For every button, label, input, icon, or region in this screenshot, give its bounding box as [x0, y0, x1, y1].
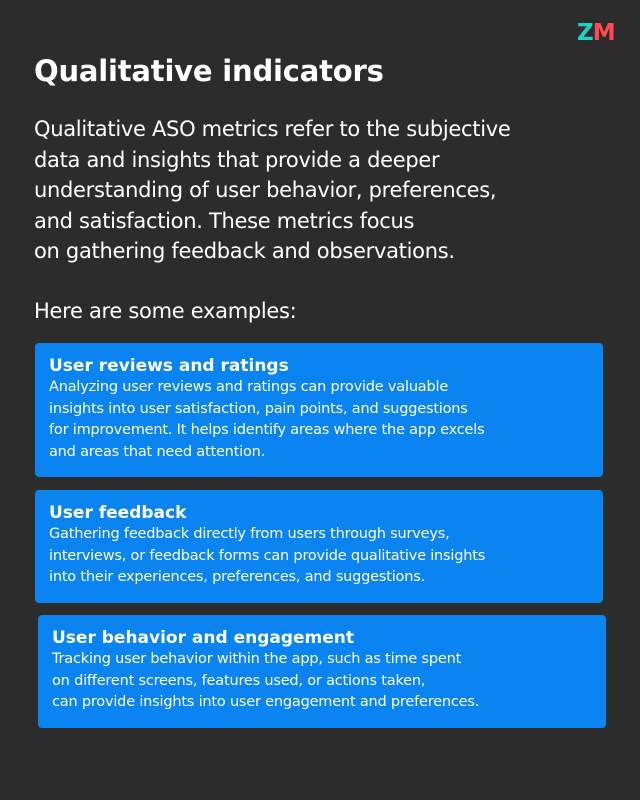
zm-logo	[577, 20, 615, 46]
card-body-line: for improvement. It helps identify areas where the app excels	[49, 422, 485, 438]
card-body-line: Gathering feedback directly from users through surveys,	[49, 526, 450, 542]
example-card-user-feedback	[35, 490, 603, 603]
examples-heading: Here are some examples:	[34, 299, 297, 323]
card-body-line: into their experiences, preferences, and suggestions.	[49, 569, 425, 585]
card-body	[52, 649, 592, 714]
example-card-user-reviews	[35, 343, 603, 477]
intro-line: understanding of user behavior, preferences,	[34, 178, 497, 202]
card-title: User reviews and ratings	[49, 356, 289, 376]
card-body-line: Tracking user behavior within the app, such as time spent	[52, 651, 462, 667]
intro-line: data and insights that provide a deeper	[34, 147, 440, 172]
intro-line: on gathering feedback and observations.	[34, 239, 455, 263]
card-body	[49, 524, 589, 589]
card-body-line: on different screens, features used, or actions taken,	[52, 672, 426, 689]
logo-letter-z: Z	[577, 20, 593, 46]
intro-paragraph	[34, 114, 614, 267]
card-title: User behavior and engagement	[52, 628, 355, 648]
card-title: User feedback	[49, 503, 187, 523]
intro-line: and satisfaction. These metrics focus	[34, 208, 415, 233]
page-title: Qualitative indicators	[34, 54, 384, 88]
card-body	[49, 377, 589, 463]
example-card-user-behavior	[38, 615, 606, 728]
card-body-line: can provide insights into user engagement and preferences.	[52, 694, 480, 710]
card-body-line: Analyzing user reviews and ratings can provide valuable	[49, 379, 449, 395]
card-body-line: insights into user satisfaction, pain points, and suggestions	[49, 400, 468, 417]
card-body-line: and areas that need attention.	[49, 443, 266, 460]
card-body-line: interviews, or feedback forms can provide qualitative insights	[49, 547, 486, 564]
intro-line: Qualitative ASO metrics refer to the subjective	[34, 117, 511, 141]
logo-letter-m: M	[592, 20, 615, 46]
